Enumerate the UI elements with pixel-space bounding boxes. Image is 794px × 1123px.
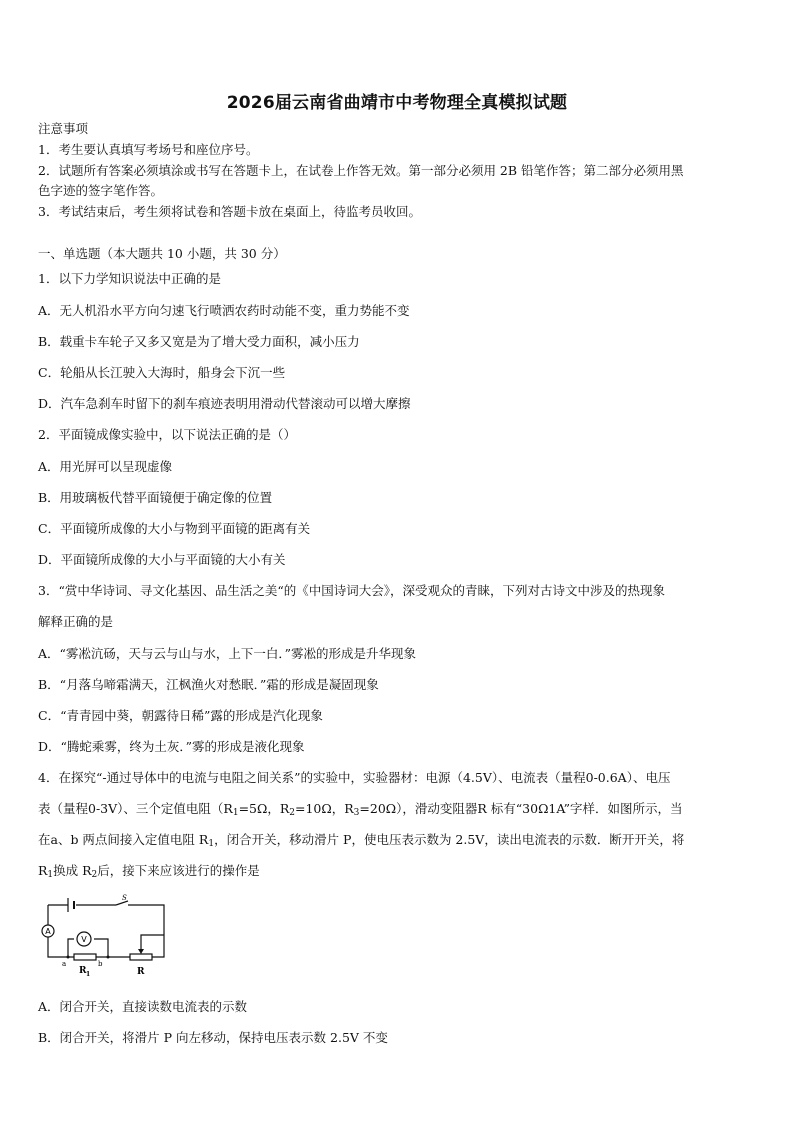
question-3-stem-cont: 解释正确的是 [38, 614, 114, 629]
question-2-stem: 2．平面镜成像实验中，以下说法正确的是（） [38, 427, 296, 442]
switch-label: S [122, 894, 127, 902]
question-2-option-d: D．平面镜所成像的大小与平面镜的大小有关 [38, 552, 286, 567]
question-4-stem-line2: 表（量程0-3V）、三个定值电阻（$R_1=5\Omega$，$R_2=10\Omega$，$R_3=20\Omega$），滑动变阻器R 标有“30Ω1A”字样．如图所示，当 [38, 801, 683, 818]
note-item: 色字迹的签字笔作答。 [38, 183, 164, 198]
point-a-label: a [62, 960, 67, 968]
note-item: 2．试题所有答案必须填涂或书写在答题卡上，在试卷上作答无效。第一部分必须用 2B 铅笔作答；第二部分必须用黑 [38, 163, 684, 178]
question-3-option-d: D．“腾蛇乘雾，终为土灰．”雾的形成是液化现象 [38, 739, 305, 754]
question-4-stem-line4: $R_1$换成 $R_2$后，接下来应该进行的操作是 [38, 863, 260, 880]
voltmeter-label: V [81, 935, 87, 944]
note-item: 3．考试结束后，考生须将试卷和答题卡放在桌面上，待监考员收回。 [38, 204, 421, 219]
question-1-option-a: A．无人机沿水平方向匀速飞行喷洒农药时动能不变，重力势能不变 [38, 303, 410, 318]
resistor-r1-subscript: 1 [86, 971, 91, 978]
note-item: 1．考生要认真填写考场号和座位序号。 [38, 142, 259, 157]
section-heading: 一、单选题（本大题共 10 小题，共 30 分） [38, 246, 286, 261]
resistor-r1-label: R [79, 966, 87, 976]
question-2-option-c: C．平面镜所成像的大小与物到平面镜的距离有关 [38, 521, 311, 536]
ammeter-label: A [45, 927, 51, 936]
circuit-diagram [38, 893, 170, 981]
question-2-option-b: B．用玻璃板代替平面镜便于确定像的位置 [38, 490, 273, 505]
question-4-stem-line3: 在a、b 两点间接入定值电阻 $R_1$，闭合开关，移动滑片 P，使电压表示数为 2.5V，读出电流表的示数．断开开关，将 [38, 832, 685, 849]
rheostat-icon [130, 954, 152, 960]
notes-heading: 注意事项 [38, 121, 89, 136]
question-1-option-c: C．轮船从长江驶入大海时，船身会下沉一些 [38, 365, 286, 380]
slider-arrow [138, 949, 144, 954]
question-1-option-d: D．汽车急刹车时留下的刹车痕迹表明用滑动代替滚动可以增大摩擦 [38, 396, 411, 411]
question-3-option-a: A．“雾凇沆砀，天与云与山与水，上下一白．”雾凇的形成是升华现象 [38, 646, 417, 661]
resistor-r1-icon [74, 954, 96, 960]
question-3-stem: 3．“赏中华诗词、寻文化基因、品生活之美“的《中国诗词大会》，深受观众的青睐，下列对古诗文中涉及的热现象 [38, 583, 665, 598]
question-2-option-a: A．用光屏可以呈现虚像 [38, 459, 173, 474]
rheostat-label: R [137, 967, 145, 977]
page-title: 2026届云南省曲靖市中考物理全真模拟试题 [226, 93, 568, 113]
question-4-stem: 4．在探究“-通过导体中的电流与电阻之间关系”的实验中，实验器材：电源（4.5V）、电流表（量程0-0.6A）、电压 [38, 770, 671, 785]
question-3-option-b: B．“月落乌啼霜满天，江枫渔火对愁眠．”霜的形成是凝固现象 [38, 677, 379, 692]
question-1-stem: 1．以下力学知识说法中正确的是 [38, 271, 221, 286]
point-b-label: b [98, 960, 103, 968]
question-1-option-b: B．载重卡车轮子又多又宽是为了增大受力面积，减小压力 [38, 334, 360, 349]
question-4-option-a: A．闭合开关，直接读数电流表的示数 [38, 999, 248, 1014]
node-b-dot [107, 956, 110, 959]
question-4-option-b: B．闭合开关，将滑片 P 向左移动，保持电压表示数 2.5V 不变 [38, 1030, 388, 1045]
question-3-option-c: C．“青青园中葵，朝露待日稀”露的形成是汽化现象 [38, 708, 323, 723]
node-a-dot [67, 956, 70, 959]
